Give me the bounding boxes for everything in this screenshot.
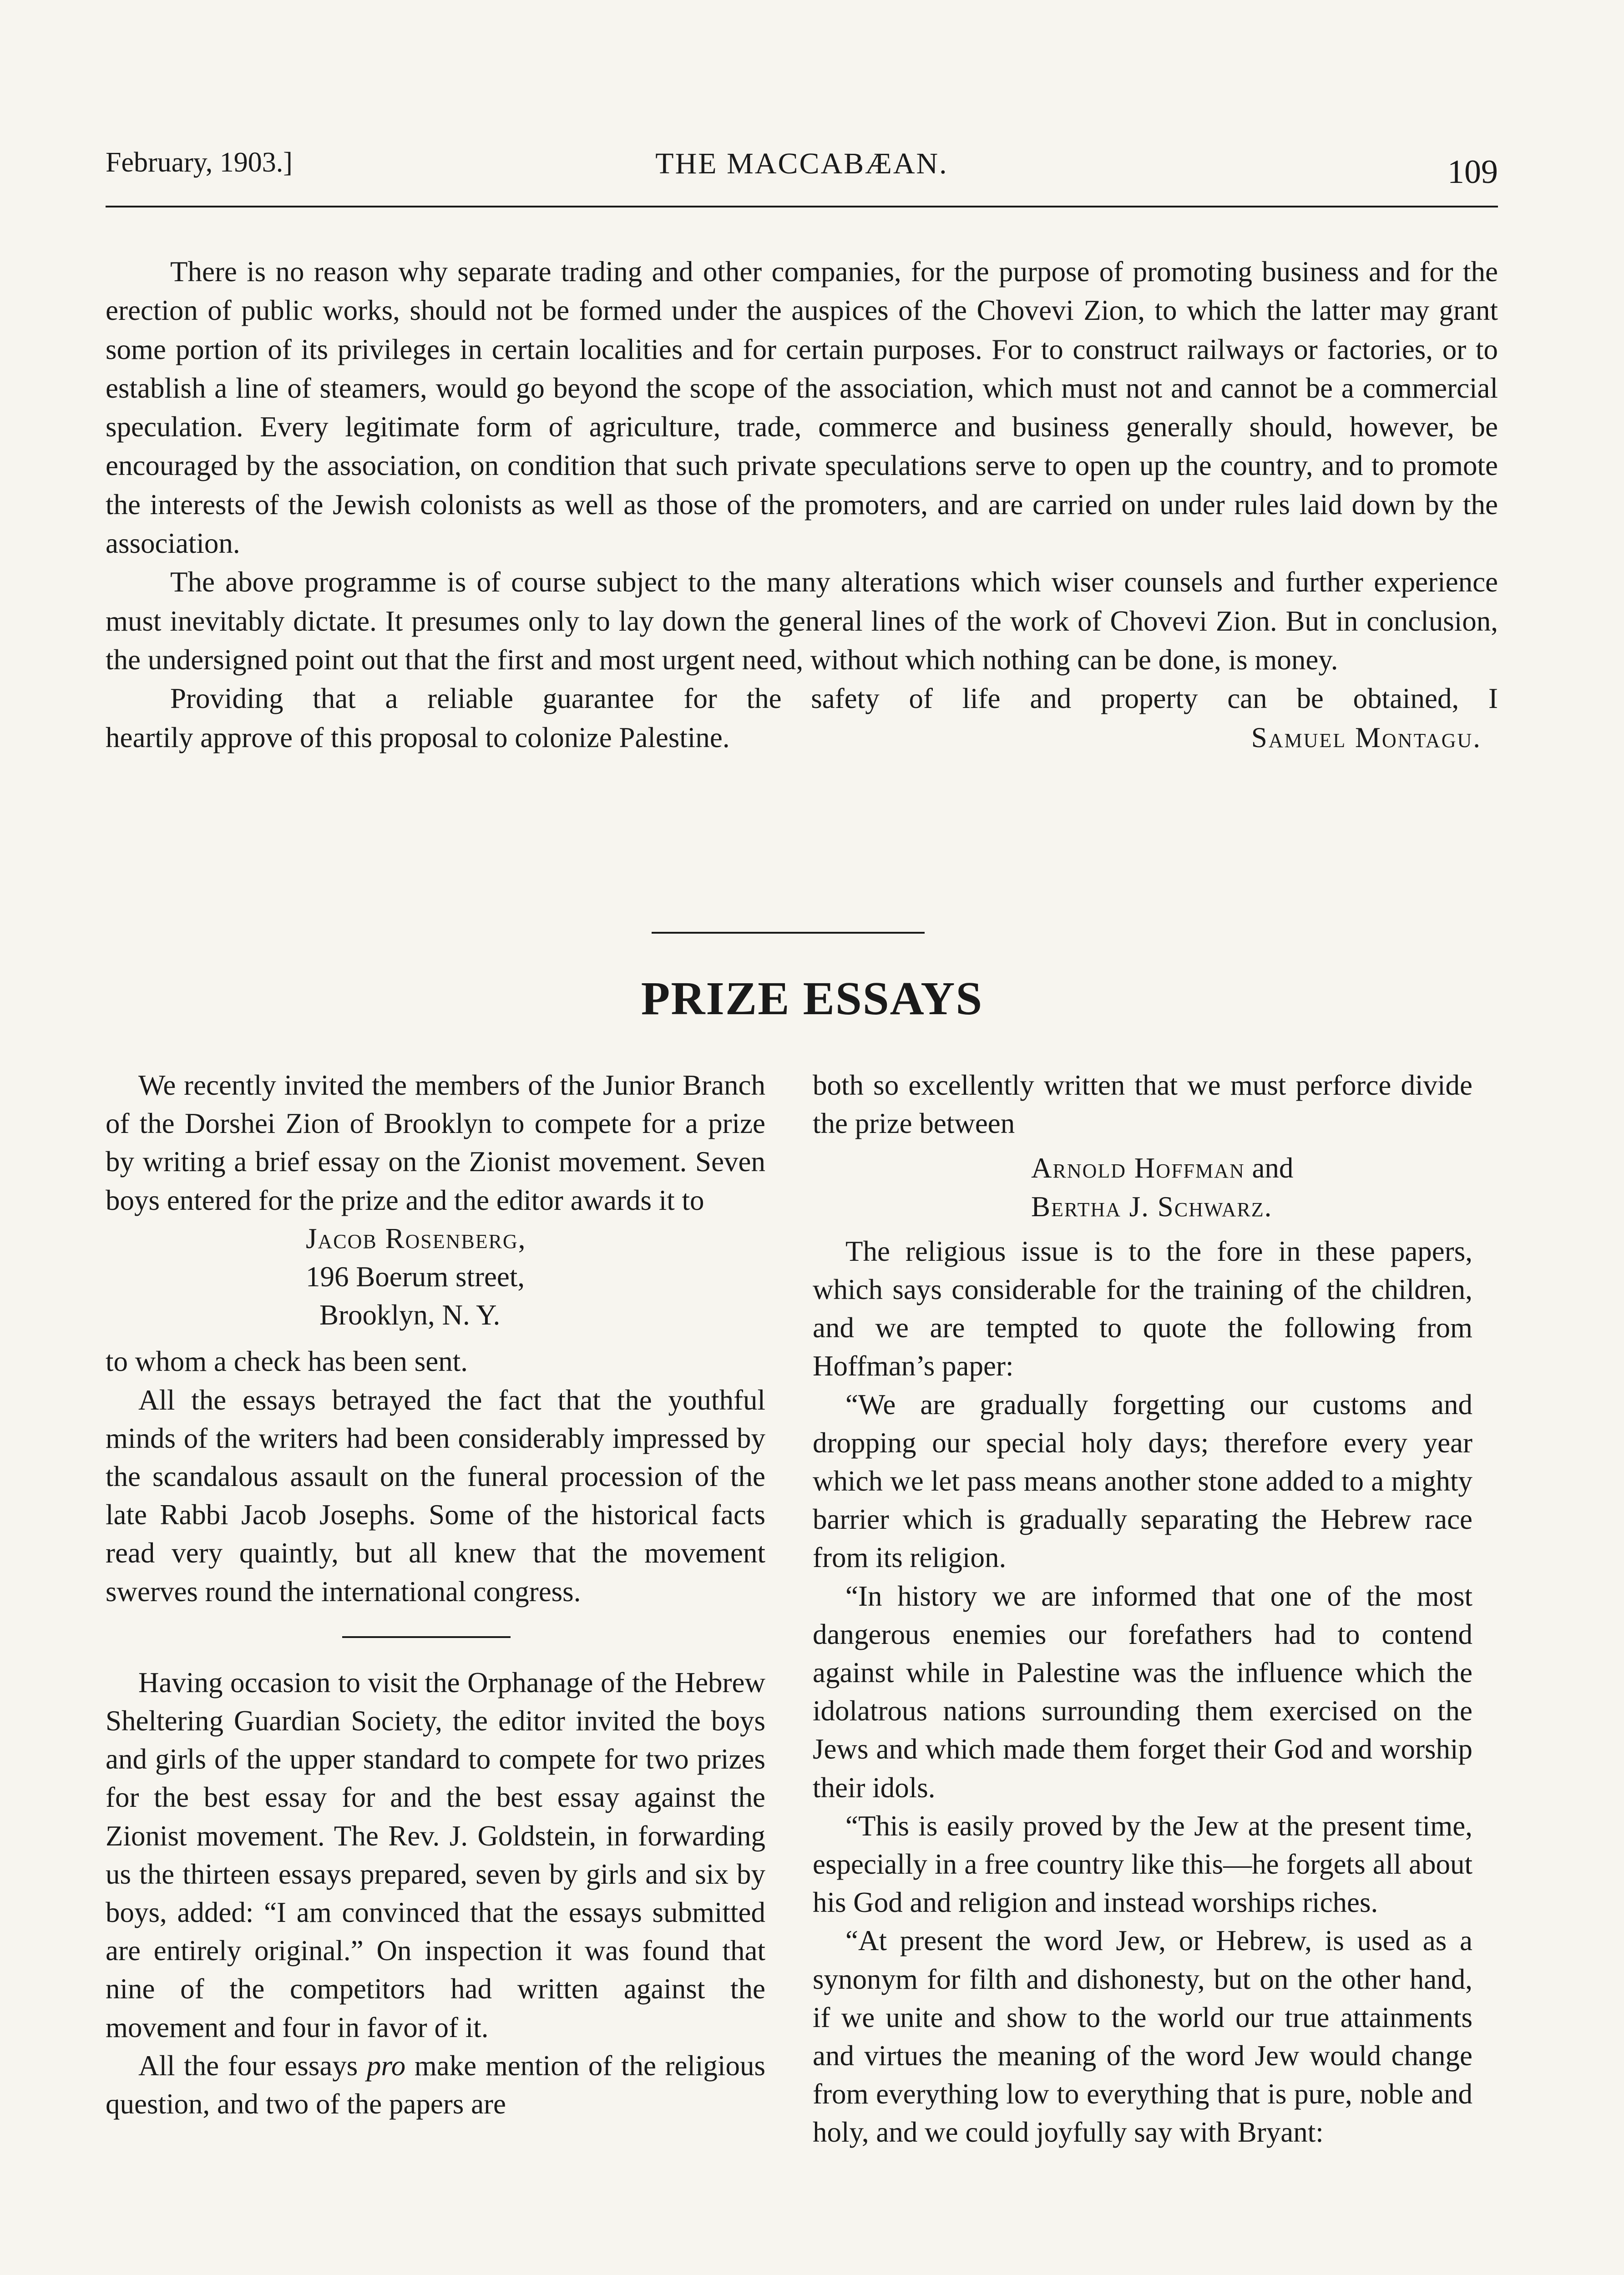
winner-name: Arnold Hoffman [1031, 1152, 1245, 1184]
left-column [106, 1066, 765, 2123]
address-line: Jacob Rosenberg, [306, 1222, 526, 1254]
issue-date: February, 1903.] [106, 147, 293, 178]
text-run: make mention of the religious question, and two of the papers are [106, 2049, 765, 2120]
text-run: All the four essays [138, 2049, 358, 2082]
paragraph: All the essays betrayed the fact that the youthful minds of the writers had been considerably impressed by the scandalous assault on the funeral procession of the late Rabbi Jacob Josephs. Some of the historical facts read very quaintly, but all knew that the movement swerves round the international congress. [106, 1384, 765, 1608]
quote-paragraph: “At present the word Jew, or Hebrew, is used as a synonym for filth and dishonesty, but on the other hand, if we unite and show to the world our true attainments and virtues the meaning of the word Jew would change from everything low to everything that is pure, noble and holy, and we could joyfully say with Bryant: [813, 1925, 1472, 2149]
quote-paragraph: “We are gradually forgetting our customs and dropping our special holy days; therefore every year which we let pass means another stone added to a mighty barrier which is gradually separating the Hebrew race from its religion. [813, 1388, 1472, 1574]
closing-line: Providing that a reliable guarantee for the safety of life and property can be obtained, I [170, 682, 1498, 715]
winner-line [1031, 1149, 1472, 1187]
address-line: Brooklyn, N. Y. [319, 1299, 501, 1331]
closing-line-end: heartily approve of this proposal to colonize Palestine. [106, 721, 730, 753]
section-title: PRIZE ESSAYS [641, 972, 983, 1025]
paragraph: Having occasion to visit the Orphanage of the Hebrew Sheltering Guardian Society, the editor invited the boys and girls of the upper standard to compete for two prizes for the best essay for and the best essay against the Zionist movement. The Rev. J. Goldstein, in forwarding us the thirteen essays prepared, seven by girls and six by boys, added: “I am convinced that the essays submitted are entirely original.” On inspection it was found that nine of the competitors had written against the movement and four in favor of it. [106, 1666, 765, 2043]
running-header [106, 147, 1498, 201]
section-divider [652, 932, 925, 934]
address-line: 196 Boerum street, [306, 1261, 525, 1293]
column-divider [342, 1636, 511, 1638]
winner-address [306, 1219, 765, 1335]
paragraph [106, 2047, 765, 2123]
paragraph: The religious issue is to the fore in these papers, which says considerable for the training of the children, and we are tempted to quote the following from Hoffman’s paper: [813, 1235, 1472, 1382]
winners [813, 1149, 1472, 1225]
journal-title: THE MACCABÆAN. [655, 147, 948, 180]
intro-paragraph: The above programme is of course subject to the many alterations which wiser counsels and further experience must inevitably dictate. It presumes only to lay down the general lines of the work of Chovevi Zion. But in conclusion, the undersigned point out that the first and most urgent need, without which nothing can be done, is money. [106, 566, 1498, 676]
header-rule [106, 206, 1498, 207]
right-column [813, 1066, 1472, 2152]
winner-name: Bertha J. Schwarz. [1031, 1190, 1273, 1223]
paragraph: We recently invited the members of the Junior Branch of the Dorshei Zion of Brooklyn to compete for a prize by writing a brief essay on the Zionist movement. Seven boys entered for the prize and the editor awards it to [106, 1069, 765, 1216]
signoff [106, 718, 1498, 757]
paragraph: both so excellently written that we must perforce divide the prize between [813, 1069, 1472, 1140]
intro-text [106, 253, 1498, 757]
quote-paragraph: “In history we are informed that one of the most dangerous enemies our forefathers had to contend against while in Palestine was the influence which the idolatrous nations surrounding them exercised on the Jews and which made them forget their God and worship their idols. [813, 1580, 1472, 1804]
intro-paragraph: There is no reason why separate trading and other companies, for the purpose of promoting business and for the erection of public works, should not be formed under the auspices of the Chovevi Zion, to which the latter may grant some portion of its privileges in certain localities and for certain purposes. For to construct railways or factories, or to establish a line of steamers, would go beyond the scope of the association, which must not and cannot be a commercial speculation. Every legitimate form of agriculture, trade, commerce and business generally should, however, be encouraged by the association, on condition that such private speculations serve to open up the country, and to promote the interests of the Jewish colonists as well as those of the promoters, and are carried on under rules laid down by the association. [106, 256, 1498, 560]
paragraph: to whom a check has been sent. [106, 1345, 468, 1378]
signature: Samuel Montagu. [1251, 721, 1482, 753]
conjunction: and [1252, 1152, 1294, 1184]
page-number: 109 [1447, 153, 1498, 191]
quote-paragraph: “This is easily proved by the Jew at the present time, especially in a free country like this—he forgets all about his God and religion and instead worships riches. [813, 1810, 1472, 1919]
italic-text: pro [366, 2049, 406, 2082]
